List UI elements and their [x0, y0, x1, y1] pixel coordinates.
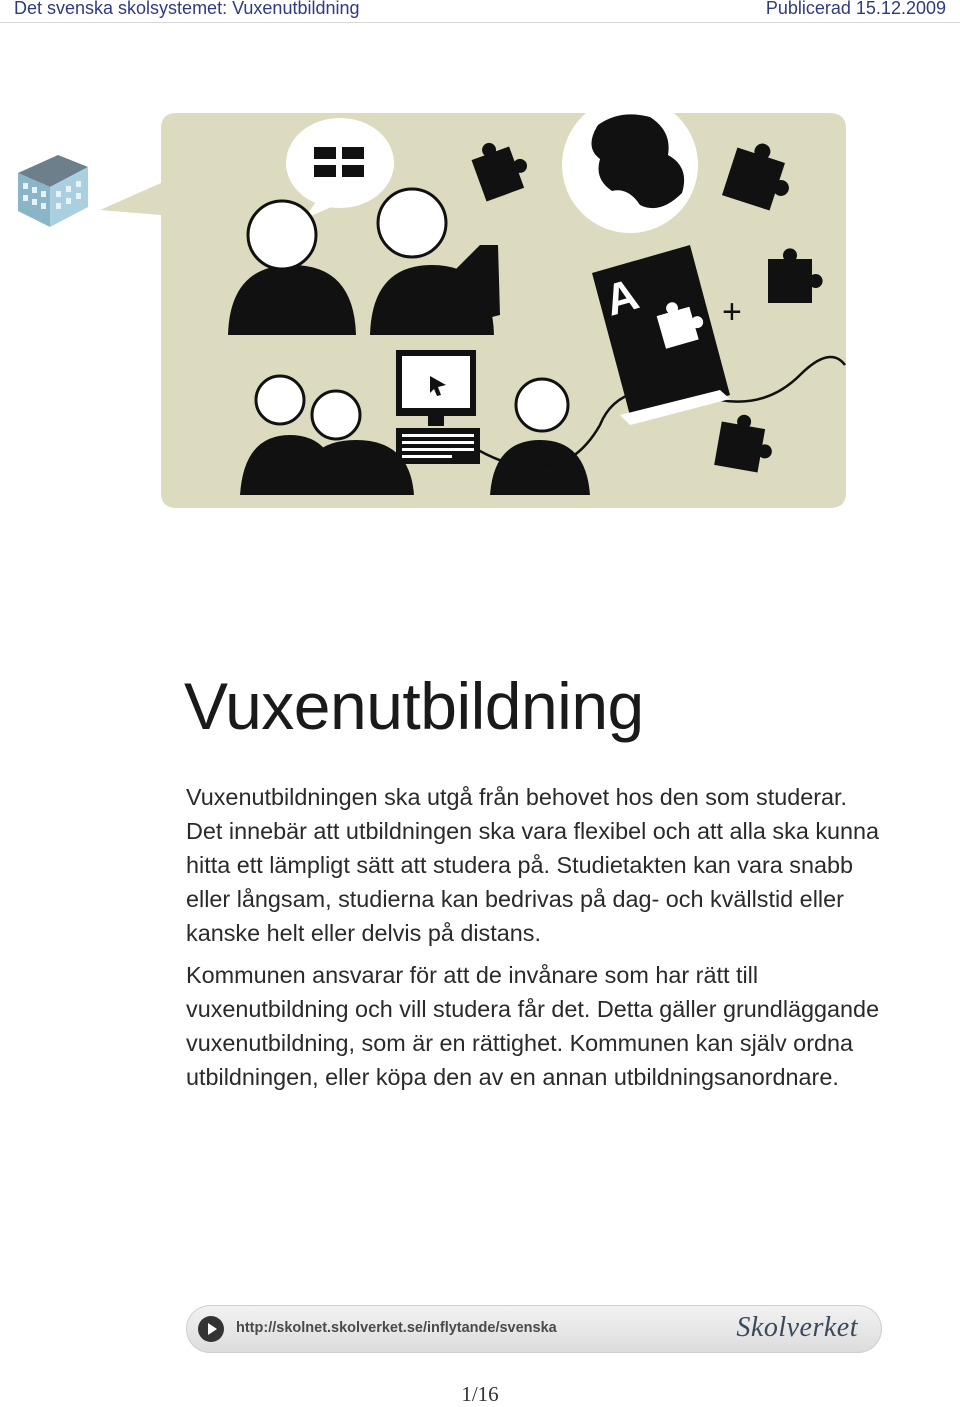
globe-icon	[562, 97, 698, 233]
page-header	[0, 0, 960, 23]
computer-icon	[396, 350, 480, 464]
link-url[interactable]: http://skolnet.skolverket.se/inflytande/svenska	[236, 1320, 557, 1336]
play-icon[interactable]	[198, 1316, 224, 1342]
paragraph-2: Kommunen ansvarar för att de invånare som har rätt till vuxenutbildning och vill studera får det. Detta gäller grundläggande vuxenutbildning, som är en rättighet. Kommunen kan själv ordna utbildningen, eller köpa den av en annan utbildningsanordnare.	[186, 962, 880, 1090]
page-title: Vuxenutbildning	[184, 669, 644, 743]
page-number: 1/16	[461, 1382, 499, 1406]
document-title: Det svenska skolsystemet: Vuxenutbildning	[14, 0, 360, 18]
plus-sign: +	[722, 293, 742, 331]
school-building-icon	[18, 155, 88, 227]
body-text	[186, 780, 886, 1104]
skolverket-logo: Skolverket	[736, 1312, 858, 1343]
paragraph-1: Vuxenutbildningen ska utgå från behovet hos den som studerar. Det innebär att utbildningen ska vara flexibel och att alla ska kunna hitta ett lämpligt sätt att studera på. Studietakten kan vara snabb eller långsam, studierna kan bedrivas på dag- och kvällstid eller kanske helt eller delvis på distans.	[186, 784, 880, 946]
published-date: Publicerad 15.12.2009	[765, 0, 946, 18]
cover-illustration	[0, 95, 960, 525]
book-letter: A	[599, 269, 644, 326]
link-bar[interactable]	[186, 1305, 882, 1353]
